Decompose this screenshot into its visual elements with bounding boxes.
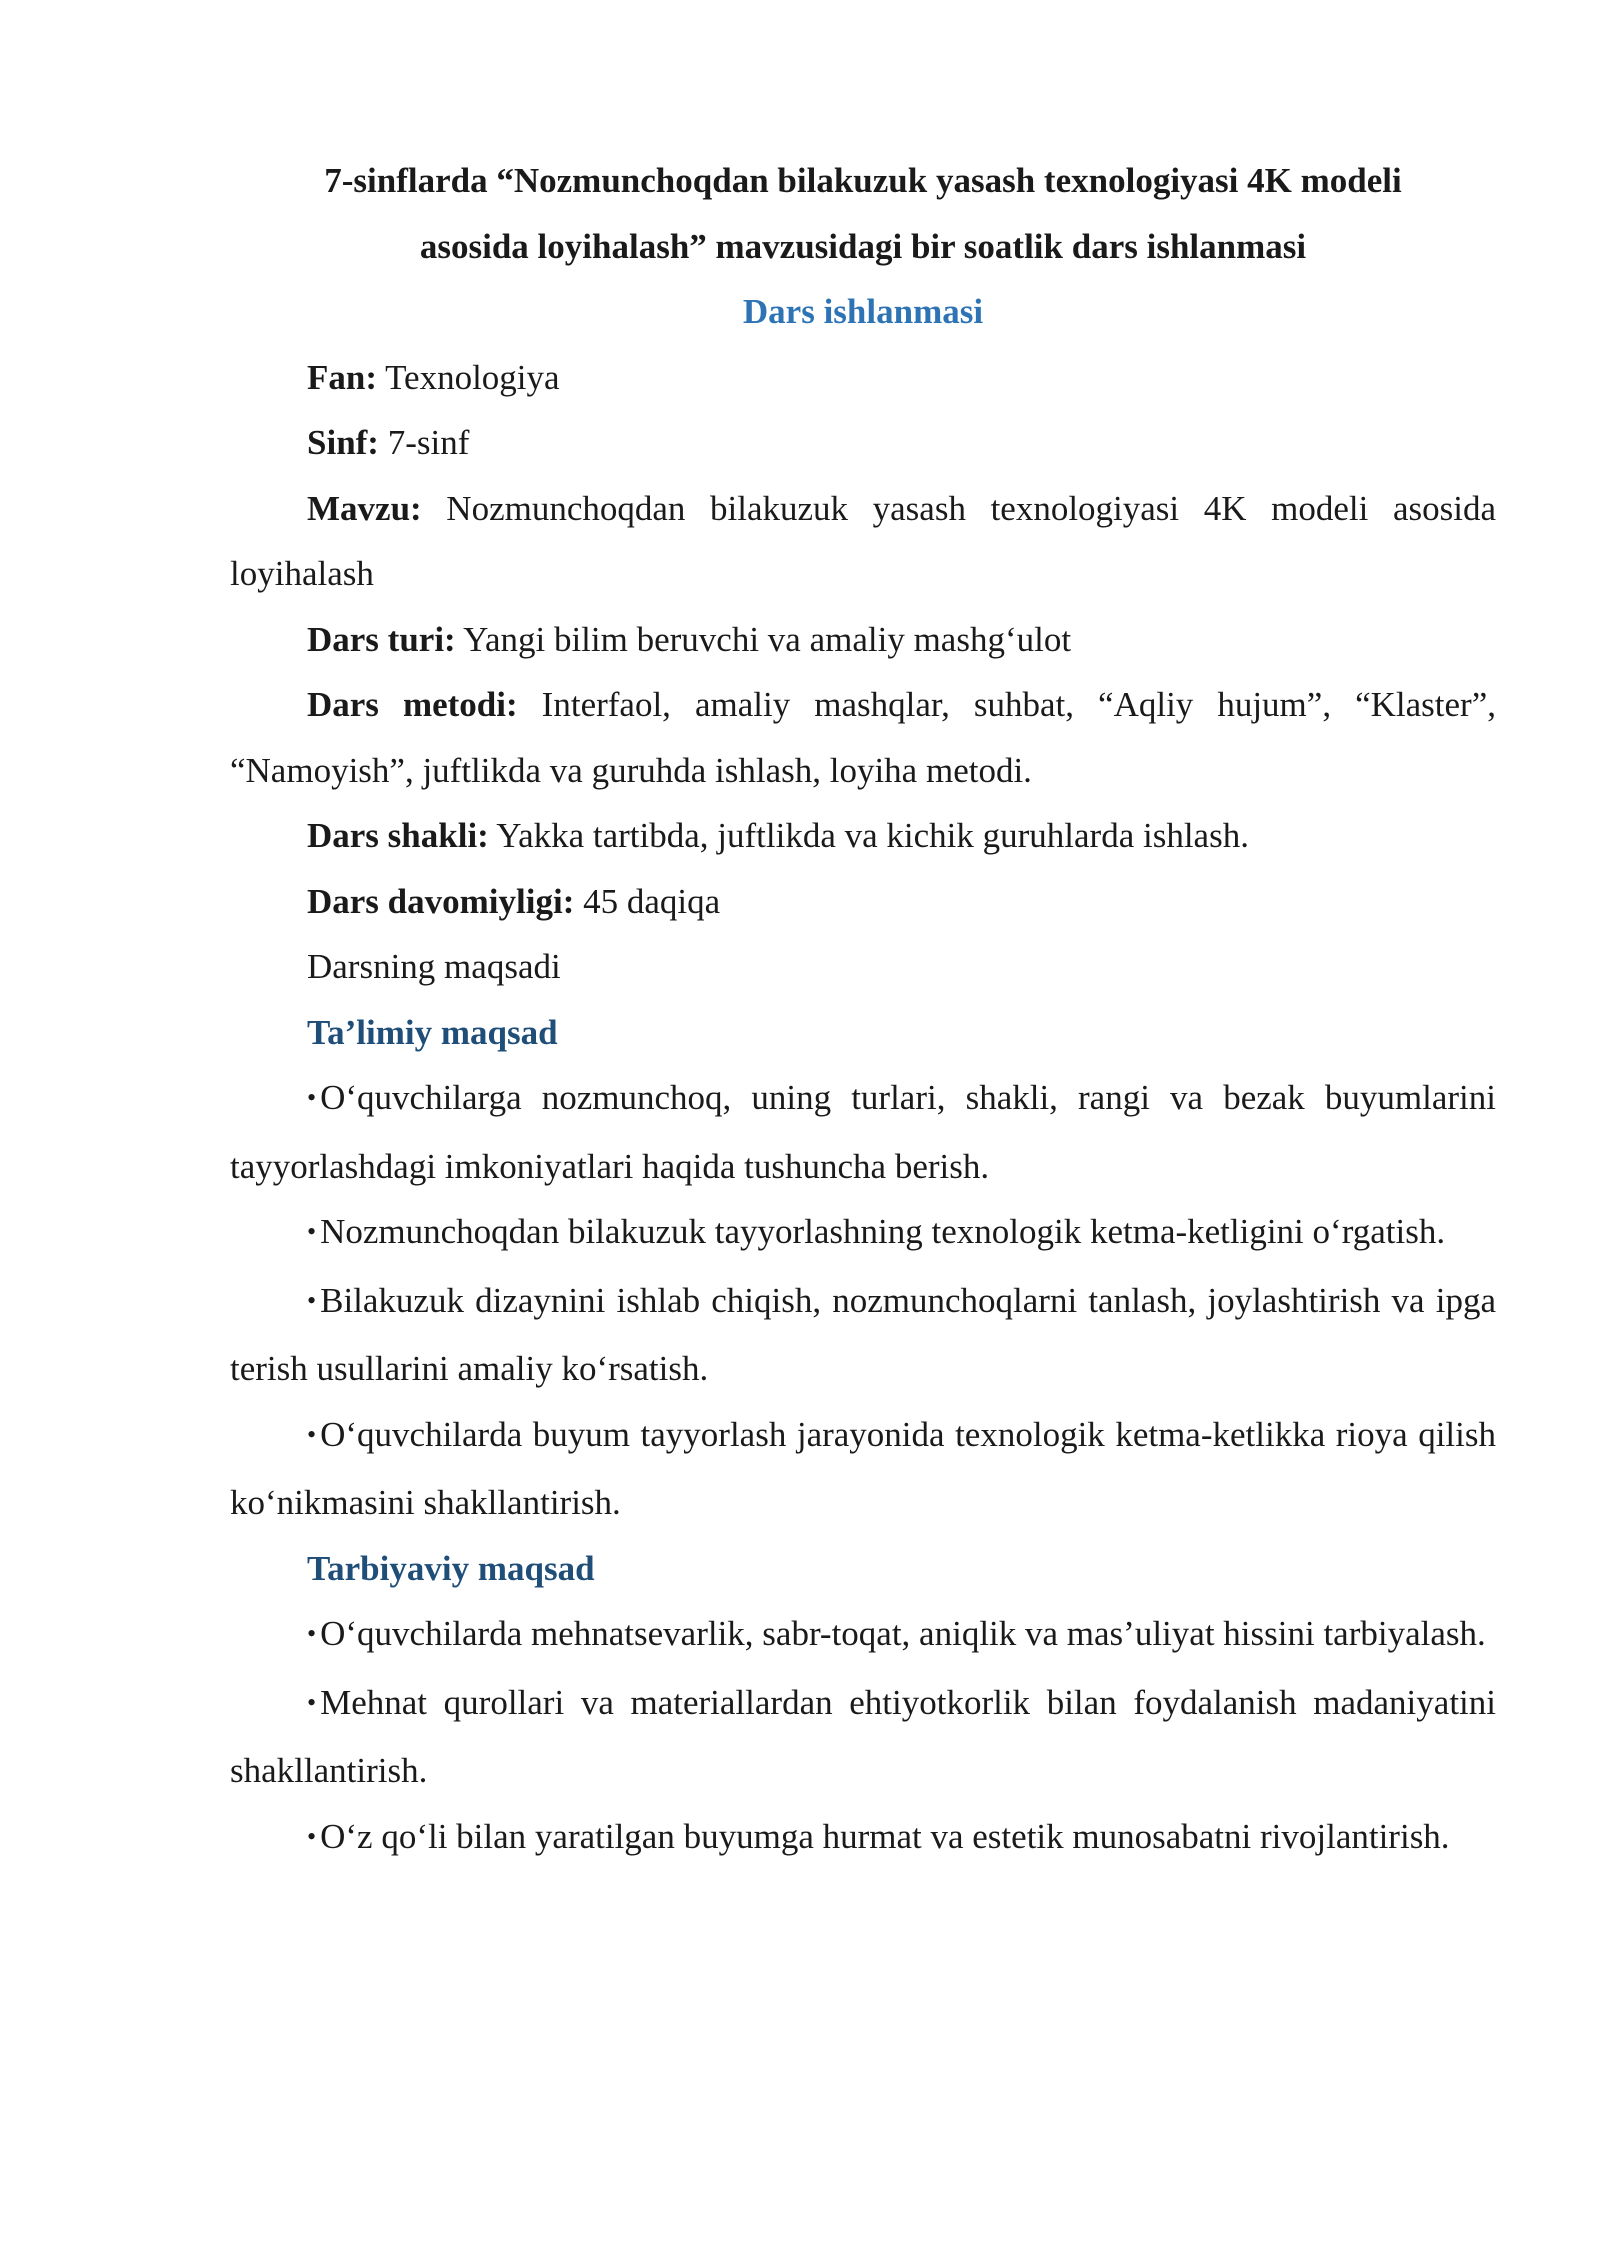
bullet-text: Mehnat qurollari va materiallardan ehtiyotkorlik bilan foydalanish madaniyatini shakllantirish. <box>230 1682 1496 1790</box>
bullet-item <box>230 1670 1496 1804</box>
field-value: 7-sinf <box>378 423 470 462</box>
bullet-item <box>230 1199 1496 1268</box>
field-value: Texnologiya <box>377 357 560 397</box>
field-value: Yangi bilim beruvchi va amaliy mashg‘ulot <box>455 619 1072 659</box>
field-label: Fan: <box>307 357 377 397</box>
bullet-item <box>230 1804 1496 1873</box>
bullet-item <box>230 1065 1496 1199</box>
field-value: Interfaol, amaliy mashqlar, suhbat, “Aqliy hujum”, “Klaster”, “Namoyish”, juftlikda va guruhda ishlash, loyiha metodi. <box>230 685 1496 790</box>
field-label: Dars davomiyligi: <box>307 881 575 921</box>
bullet-item <box>230 1402 1496 1536</box>
field-label: Dars metodi: <box>307 685 518 724</box>
bullet-text: Nozmunchoqdan bilakuzuk tayyorlashning texnologik ketma-ketligini o‘rgatish. <box>320 1212 1446 1251</box>
bullet-icon: • <box>307 1083 317 1112</box>
field-sinf <box>230 410 1496 476</box>
bullet-icon: • <box>307 1217 317 1246</box>
document-subtitle: Dars ishlanmasi <box>742 292 984 331</box>
field-label: Sinf: <box>307 423 379 462</box>
field-label: Dars shakli: <box>307 816 489 855</box>
bullet-icon: • <box>307 1687 317 1717</box>
bullet-text: O‘z qo‘li bilan yaratilgan buyumga hurmat va estetik munosabatni rivojlantirish. <box>320 1816 1450 1856</box>
field-dars-davomiyligi <box>230 869 1496 935</box>
field-mavzu <box>230 476 1496 607</box>
section-heading-talimiy: Ta’limiy maqsad <box>307 1012 558 1052</box>
bullet-text: O‘quvchilarga nozmunchoq, uning turlari, shakli, rangi va bezak buyumlarini tayyorlashdagi imkoniyatlari haqida tushuncha berish. <box>230 1078 1496 1186</box>
field-value: Yakka tartibda, juftlikda va kichik guruhlarda ishlash. <box>488 816 1249 855</box>
field-value: 45 daqiqa <box>574 881 721 921</box>
field-dars-turi <box>230 607 1496 673</box>
bullet-icon: • <box>307 1419 317 1449</box>
document-title-line-2: asosida loyihalash” mavzusidagi bir soatlik dars ishlanmasi <box>419 226 1307 266</box>
bullet-item <box>230 1601 1496 1670</box>
document-title-line-1: 7-sinflarda “Nozmunchoqdan bilakuzuk yasash texnologiyasi 4K modeli <box>324 161 1402 200</box>
bullet-icon: • <box>307 1619 317 1648</box>
field-label: Dars turi: <box>307 619 456 659</box>
bullet-icon: • <box>307 1821 317 1851</box>
bullet-item <box>230 1268 1496 1402</box>
document-page <box>230 148 1496 1872</box>
field-value: Nozmunchoqdan bilakuzuk yasash texnologiyasi 4K modeli asosida loyihalash <box>230 488 1496 593</box>
field-dars-shakli <box>230 803 1496 869</box>
bullet-text: Bilakuzuk dizaynini ishlab chiqish, nozmunchoqlarni tanlash, joylashtirish va ipga terish usullarini amaliy ko‘rsatish. <box>230 1280 1496 1388</box>
bullet-text: O‘quvchilarda mehnatsevarlik, sabr-toqat, aniqlik va mas’uliyat hissini tarbiyalash. <box>320 1614 1486 1653</box>
field-label: Mavzu: <box>307 488 422 528</box>
bullet-text: O‘quvchilarda buyum tayyorlash jarayonida texnologik ketma-ketlikka rioya qilish ko‘nikmasini shakllantirish. <box>230 1414 1496 1522</box>
bullet-icon: • <box>307 1285 317 1315</box>
section-heading-tarbiyaviy: Tarbiyaviy maqsad <box>307 1548 595 1588</box>
field-dars-metodi <box>230 672 1496 803</box>
field-fan <box>230 345 1496 411</box>
goals-intro: Darsning maqsadi <box>307 947 561 986</box>
